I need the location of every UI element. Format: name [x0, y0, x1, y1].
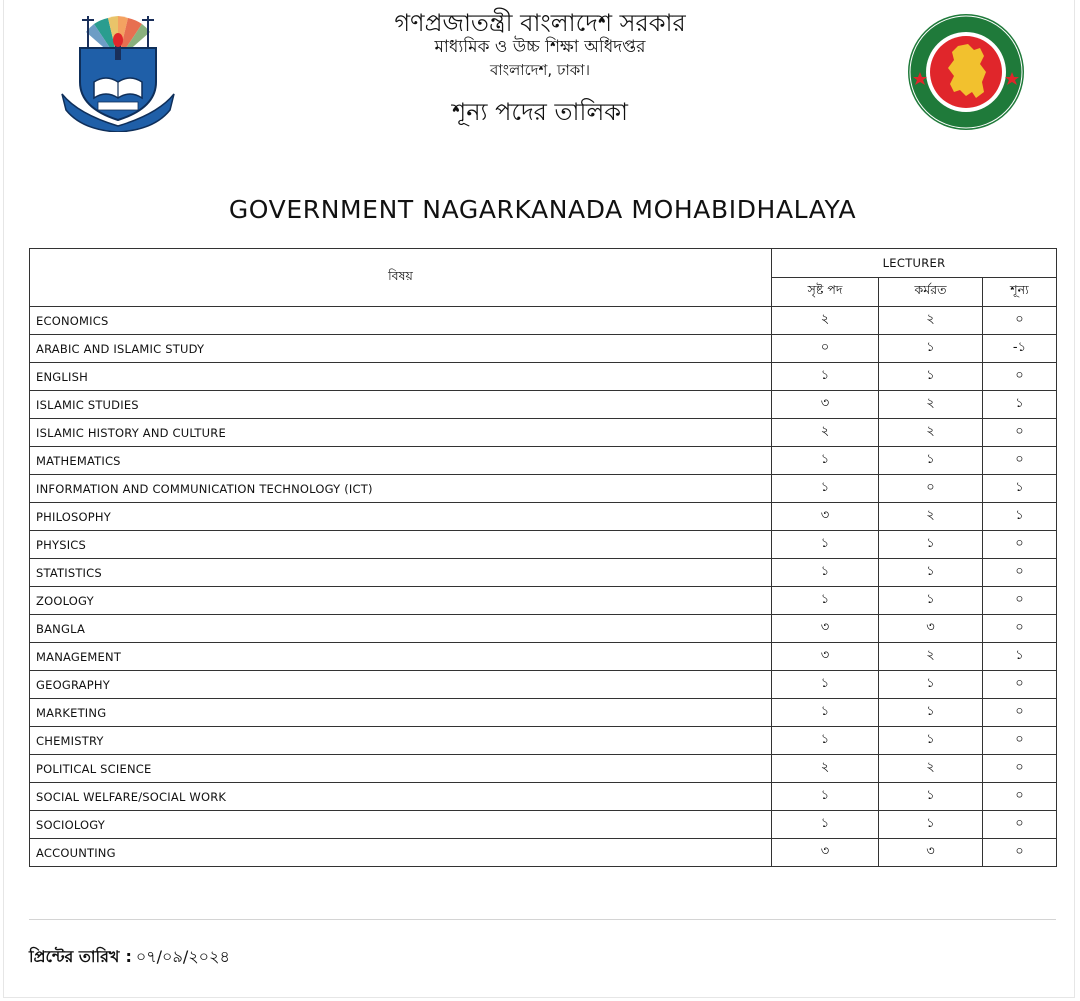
table-row [30, 447, 1057, 475]
sanctioned-cell: ৩ [772, 615, 879, 643]
sanctioned-cell: ৩ [772, 643, 879, 671]
table-row [30, 531, 1057, 559]
working-cell: ২ [879, 419, 983, 447]
vacant-cell: ০ [983, 615, 1057, 643]
vacant-cell: ০ [983, 531, 1057, 559]
subject-cell: ISLAMIC STUDIES [30, 391, 772, 419]
lecturer-group-header: LECTURER [772, 249, 1057, 278]
vacant-cell: ১ [983, 643, 1057, 671]
vacant-cell: -১ [983, 335, 1057, 363]
dshe-emblem-icon [58, 10, 178, 132]
vacant-cell: ০ [983, 811, 1057, 839]
working-cell: ০ [879, 475, 983, 503]
table-row [30, 503, 1057, 531]
sanctioned-cell: ৩ [772, 391, 879, 419]
sanctioned-cell: ১ [772, 475, 879, 503]
print-date-label: প্রিন্টের তারিখ [29, 947, 120, 966]
working-cell: ১ [879, 363, 983, 391]
subject-cell: ARABIC AND ISLAMIC STUDY [30, 335, 772, 363]
government-seal-icon [906, 12, 1026, 132]
sanctioned-cell: ৩ [772, 503, 879, 531]
subject-cell: CHEMISTRY [30, 727, 772, 755]
table-row [30, 671, 1057, 699]
vacant-cell: ০ [983, 587, 1057, 615]
vacant-cell: ০ [983, 363, 1057, 391]
sanctioned-cell: ১ [772, 727, 879, 755]
table-row [30, 699, 1057, 727]
subject-cell: MANAGEMENT [30, 643, 772, 671]
table-row [30, 615, 1057, 643]
table-row [30, 587, 1057, 615]
vacancy-table [29, 248, 1057, 867]
government-title: গণপ্রজাতন্ত্রী বাংলাদেশ সরকার [394, 9, 686, 37]
vacancy-table-body [30, 307, 1057, 867]
working-cell: ১ [879, 727, 983, 755]
sanctioned-cell: ১ [772, 447, 879, 475]
table-row [30, 755, 1057, 783]
sanctioned-cell: ১ [772, 587, 879, 615]
institution-name: GOVERNMENT NAGARKANADA MOHABIDHALAYA [228, 195, 857, 224]
table-row [30, 839, 1057, 867]
sanctioned-cell: ৩ [772, 839, 879, 867]
vacant-cell: ০ [983, 783, 1057, 811]
subject-cell: INFORMATION AND COMMUNICATION TECHNOLOGY (ICT) [30, 475, 772, 503]
subject-cell: PHYSICS [30, 531, 772, 559]
department-name: মাধ্যমিক ও উচ্চ শিক্ষা অধিদপ্তর [434, 37, 646, 57]
vacant-cell: ০ [983, 307, 1057, 335]
table-row [30, 811, 1057, 839]
print-date-separator: : [125, 947, 132, 966]
subject-cell: ENGLISH [30, 363, 772, 391]
sanctioned-cell: ১ [772, 531, 879, 559]
print-date-line [29, 944, 230, 970]
sanctioned-cell: ১ [772, 783, 879, 811]
subject-cell: POLITICAL SCIENCE [30, 755, 772, 783]
table-row [30, 335, 1057, 363]
vacant-cell: ০ [983, 671, 1057, 699]
subject-column-header: বিষয় [30, 249, 772, 307]
vacant-cell: ১ [983, 503, 1057, 531]
subject-cell: ECONOMICS [30, 307, 772, 335]
working-cell: ২ [879, 755, 983, 783]
working-cell: ২ [879, 307, 983, 335]
table-row [30, 475, 1057, 503]
vacant-cell: ০ [983, 559, 1057, 587]
department-location: বাংলাদেশ, ঢাকা। [489, 61, 591, 79]
table-row [30, 643, 1057, 671]
subject-cell: GEOGRAPHY [30, 671, 772, 699]
vacant-cell: ০ [983, 755, 1057, 783]
subject-cell: PHILOSOPHY [30, 503, 772, 531]
subject-cell: ACCOUNTING [30, 839, 772, 867]
sanctioned-cell: ১ [772, 699, 879, 727]
subject-cell: SOCIAL WELFARE/SOCIAL WORK [30, 783, 772, 811]
subject-cell: STATISTICS [30, 559, 772, 587]
working-cell: ৩ [879, 615, 983, 643]
sanctioned-cell: ১ [772, 811, 879, 839]
sanctioned-column-header: সৃষ্ট পদ [772, 278, 879, 307]
sanctioned-cell: ০ [772, 335, 879, 363]
working-cell: ১ [879, 587, 983, 615]
table-row [30, 559, 1057, 587]
list-title: শূন্য পদের তালিকা [452, 98, 628, 126]
working-cell: ৩ [879, 839, 983, 867]
subject-cell: MARKETING [30, 699, 772, 727]
table-group-header-row [30, 249, 1057, 278]
sanctioned-cell: ১ [772, 671, 879, 699]
subject-cell: ISLAMIC HISTORY AND CULTURE [30, 419, 772, 447]
print-date-value: ০৭/০৯/২০২৪ [135, 947, 230, 966]
subject-cell: BANGLA [30, 615, 772, 643]
working-cell: ২ [879, 391, 983, 419]
sanctioned-cell: ২ [772, 755, 879, 783]
working-column-header: কর্মরত [879, 278, 983, 307]
footer-divider [29, 919, 1056, 920]
sanctioned-cell: ২ [772, 307, 879, 335]
working-cell: ১ [879, 699, 983, 727]
working-cell: ১ [879, 447, 983, 475]
subject-cell: MATHEMATICS [30, 447, 772, 475]
vacant-column-header: শূন্য [983, 278, 1057, 307]
working-cell: ১ [879, 811, 983, 839]
table-row [30, 727, 1057, 755]
vacant-cell: ০ [983, 699, 1057, 727]
table-row [30, 391, 1057, 419]
working-cell: ১ [879, 335, 983, 363]
sanctioned-cell: ১ [772, 363, 879, 391]
vacant-cell: ০ [983, 727, 1057, 755]
working-cell: ২ [879, 643, 983, 671]
vacant-cell: ০ [983, 839, 1057, 867]
vacant-cell: ১ [983, 391, 1057, 419]
table-row [30, 783, 1057, 811]
table-row [30, 363, 1057, 391]
subject-cell: ZOOLOGY [30, 587, 772, 615]
vacant-cell: ০ [983, 447, 1057, 475]
sanctioned-cell: ১ [772, 559, 879, 587]
sanctioned-cell: ২ [772, 419, 879, 447]
working-cell: ১ [879, 531, 983, 559]
working-cell: ১ [879, 783, 983, 811]
vacant-cell: ০ [983, 419, 1057, 447]
working-cell: ১ [879, 559, 983, 587]
working-cell: ২ [879, 503, 983, 531]
vacant-cell: ১ [983, 475, 1057, 503]
table-row [30, 419, 1057, 447]
working-cell: ১ [879, 671, 983, 699]
table-row [30, 307, 1057, 335]
subject-cell: SOCIOLOGY [30, 811, 772, 839]
